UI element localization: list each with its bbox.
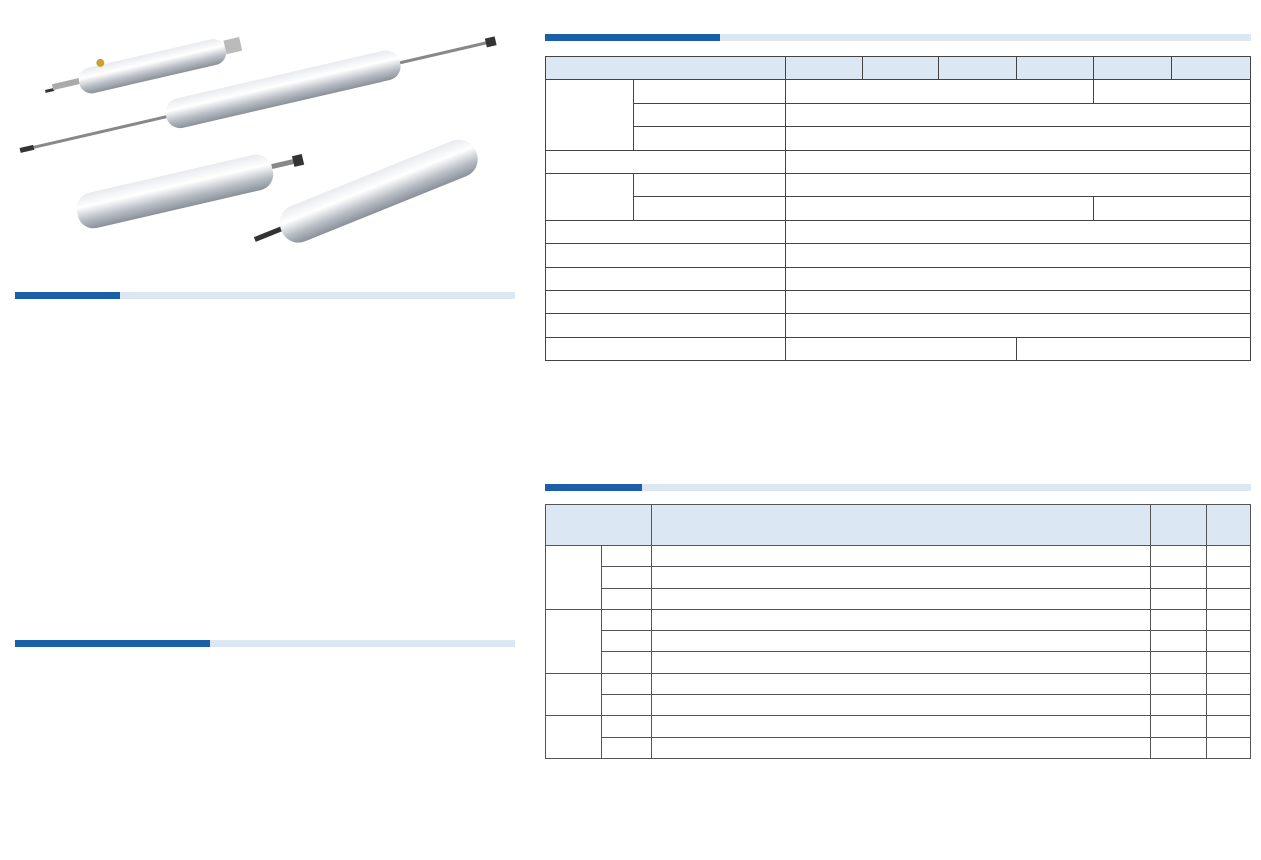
stroke-tolerance-label xyxy=(546,290,786,313)
speed-range-value xyxy=(785,267,1250,290)
stroke-bore xyxy=(601,588,651,609)
port-size-label xyxy=(546,337,786,360)
cushion-type-label xyxy=(546,314,786,337)
stroke-max xyxy=(1207,737,1251,758)
stroke-values xyxy=(651,695,1150,716)
fluid-label xyxy=(546,150,786,173)
stroke-bore xyxy=(601,546,651,567)
acting-value-1 xyxy=(785,80,1094,103)
stroke-values xyxy=(651,652,1150,673)
specification-divider xyxy=(545,34,1251,41)
op-double-value xyxy=(785,173,1250,196)
stroke-values xyxy=(651,588,1150,609)
stroke-bore xyxy=(601,695,651,716)
bore-40 xyxy=(1017,57,1094,80)
stroke-max xyxy=(1207,588,1251,609)
acting-value-2 xyxy=(785,103,1250,126)
acting-extra-1 xyxy=(1094,80,1251,103)
table-row xyxy=(546,567,1251,588)
stroke-max-std xyxy=(1151,737,1207,758)
symbol-divider xyxy=(15,292,515,299)
bore-25 xyxy=(862,57,939,80)
stroke-values xyxy=(651,546,1150,567)
bore-63 xyxy=(1172,57,1251,80)
stroke-max xyxy=(1207,695,1251,716)
stroke-values xyxy=(651,631,1150,652)
bore-50 xyxy=(1094,57,1172,80)
specification-table xyxy=(545,56,1251,361)
stroke-values xyxy=(651,737,1150,758)
stroke-max-std xyxy=(1151,631,1207,652)
temperature-value xyxy=(785,244,1250,267)
bore-20 xyxy=(785,57,862,80)
product-feature-divider xyxy=(15,640,515,647)
standard-stroke-label xyxy=(651,505,1150,546)
table-row xyxy=(546,652,1251,673)
stroke-max xyxy=(1207,716,1251,737)
op-single-label xyxy=(633,197,785,220)
bore-size-label xyxy=(546,57,786,80)
stroke-tolerance-value xyxy=(785,290,1250,313)
stroke-header-row xyxy=(546,505,1251,546)
table-row xyxy=(546,631,1251,652)
operating-pressure-label xyxy=(546,173,634,220)
op-double-label xyxy=(633,173,785,196)
stroke-max-std xyxy=(1151,716,1207,737)
stroke-bore xyxy=(601,652,651,673)
stroke-values xyxy=(651,567,1150,588)
acting-model-3 xyxy=(633,127,785,150)
acting-type-label xyxy=(546,80,634,150)
stroke-max xyxy=(1207,673,1251,694)
acting-model-1 xyxy=(633,80,785,103)
stroke-table xyxy=(545,504,1251,759)
stroke-max xyxy=(1207,652,1251,673)
temperature-label xyxy=(546,244,786,267)
stroke-max xyxy=(1207,567,1251,588)
table-row xyxy=(546,609,1251,630)
group4-model xyxy=(546,716,602,759)
table-row xyxy=(546,716,1251,737)
table-row xyxy=(546,588,1251,609)
stroke-max-std xyxy=(1151,609,1207,630)
stroke-max-std xyxy=(1151,588,1207,609)
stroke-values xyxy=(651,716,1150,737)
stroke-values xyxy=(651,673,1150,694)
cushion-type-value xyxy=(785,314,1250,337)
bore-32 xyxy=(939,57,1017,80)
stroke-max-std xyxy=(1151,695,1207,716)
acting-model-2 xyxy=(633,103,785,126)
proof-pressure-label xyxy=(546,220,786,243)
proof-pressure-value xyxy=(785,220,1250,243)
table-row xyxy=(546,695,1251,716)
stroke-max-std xyxy=(1151,673,1207,694)
product-photo xyxy=(15,30,515,250)
stroke-bore xyxy=(601,567,651,588)
cylinder-image-2 xyxy=(17,30,499,165)
stroke-values xyxy=(651,609,1150,630)
stroke-max xyxy=(1207,631,1251,652)
stroke-bore xyxy=(601,673,651,694)
table-row xyxy=(546,546,1251,567)
stroke-divider xyxy=(545,484,1251,491)
fluid-value xyxy=(785,150,1250,173)
speed-range-label xyxy=(546,267,786,290)
cylinder-image-3 xyxy=(73,144,307,231)
stroke-max xyxy=(1207,546,1251,567)
stroke-max-std xyxy=(1151,546,1207,567)
stroke-bore xyxy=(601,609,651,630)
stroke-max-std xyxy=(1151,567,1207,588)
op-single-extra xyxy=(1094,197,1251,220)
acting-value-3 xyxy=(785,127,1250,150)
port-size-large xyxy=(1017,337,1251,360)
stroke-bore xyxy=(601,716,651,737)
cylinder-image-4 xyxy=(248,134,483,250)
spec-header-row xyxy=(546,57,1251,80)
stroke-max xyxy=(1207,609,1251,630)
port-size-small xyxy=(785,337,1017,360)
stroke-bore xyxy=(601,737,651,758)
op-single-value xyxy=(785,197,1094,220)
table-row xyxy=(546,737,1251,758)
table-row xyxy=(546,673,1251,694)
stroke-bore xyxy=(601,631,651,652)
stroke-max-std xyxy=(1151,652,1207,673)
group3-model xyxy=(546,673,602,716)
